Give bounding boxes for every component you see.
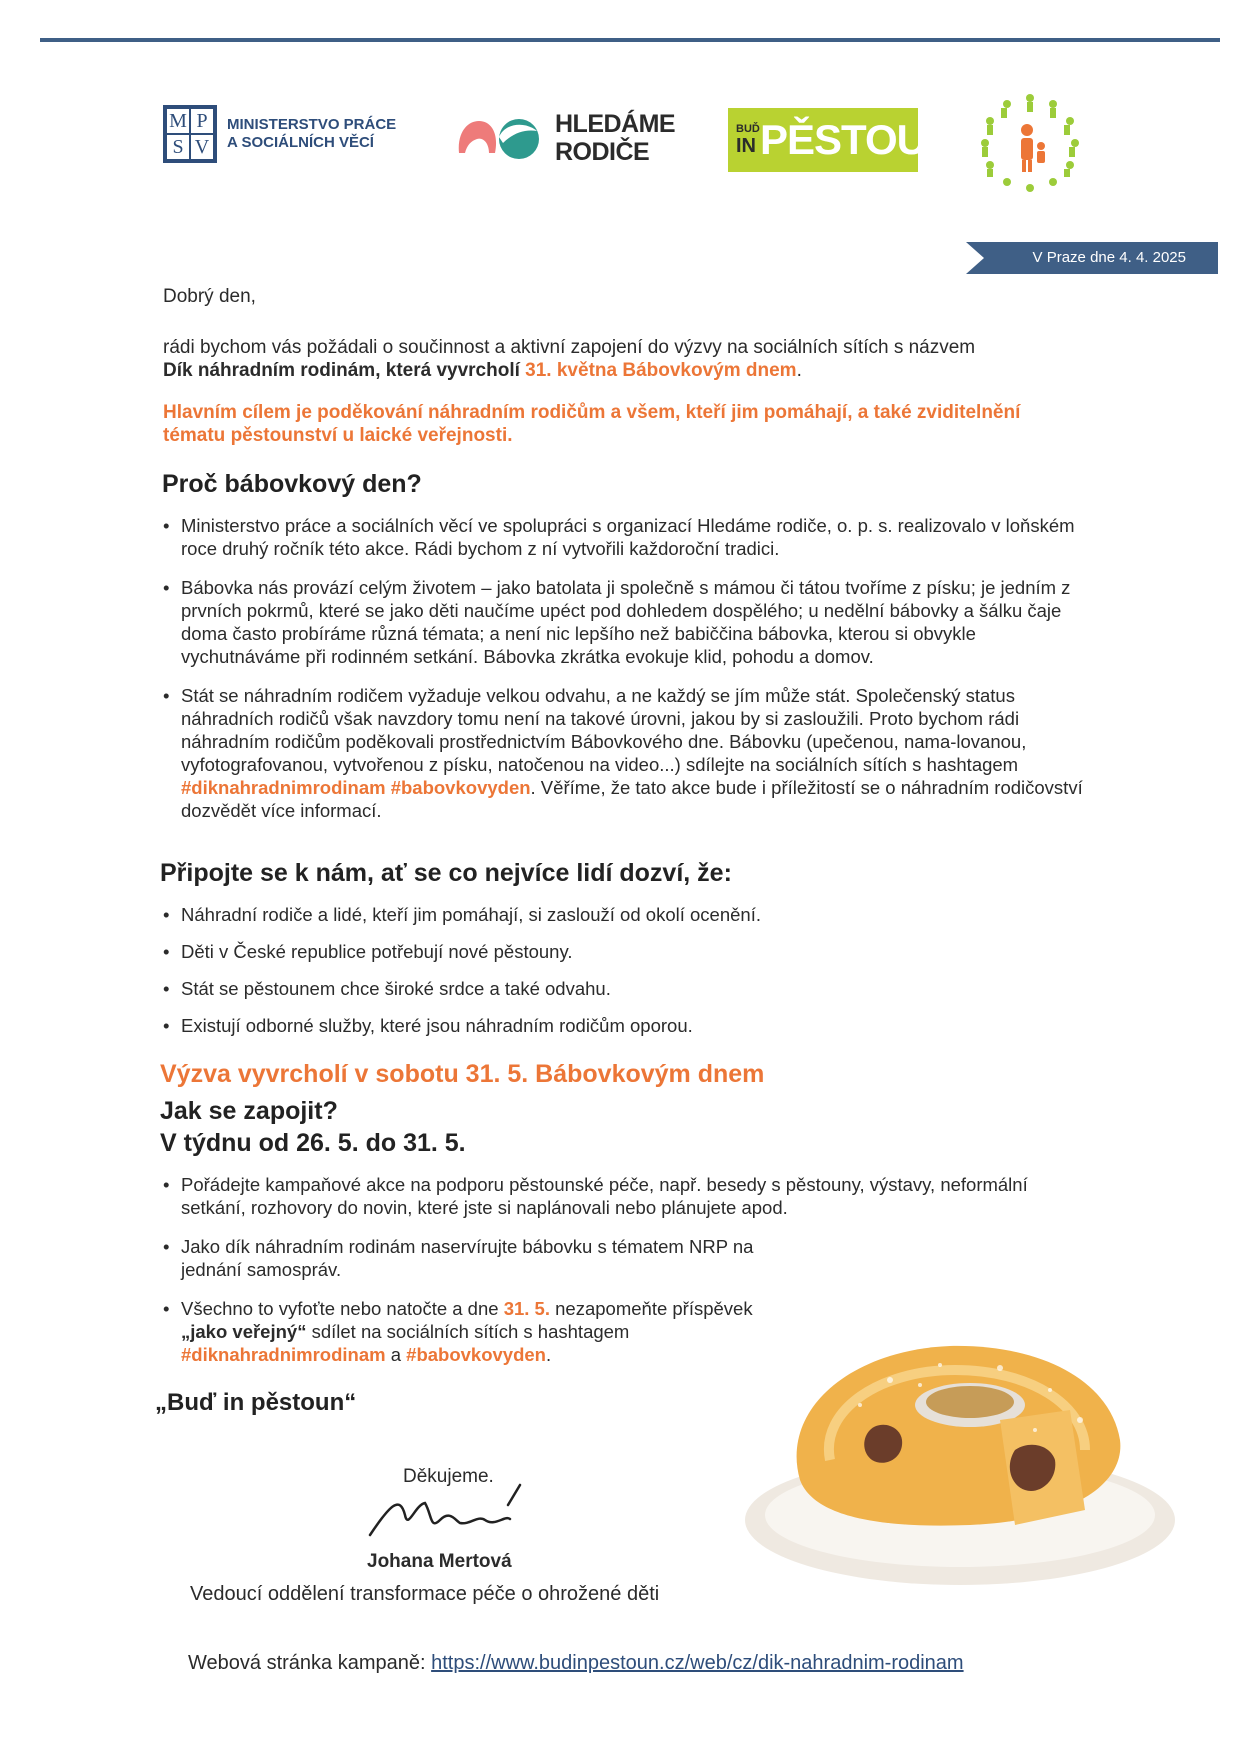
goal-paragraph [163,401,1113,447]
intro-line-1: rádi bychom vás požádali o součinnost a aktivní zapojení do výzvy na sociálních sítích s názvem [163,337,976,358]
how3-text: nezapomeňte příspěvek [550,1298,753,1319]
how-item: • Jako dík náhradním rodinám naservírujte bábovku s tématem NRP na jednání samospráv. [163,1235,761,1281]
top-rule [40,38,1220,42]
intro-period: . [796,360,802,381]
how3-text: a [385,1344,407,1365]
mpsv-letter: S [166,134,190,160]
hashtag-1: #diknahradnimrodinam [181,1344,386,1365]
hashtag-2: #babovkovyden [406,1344,546,1365]
mpsv-line-2: A SOCIÁLNÍCH VĚCÍ [227,134,374,151]
greeting: Dobrý den, [163,286,256,307]
why3-text: Stát se náhradním rodičem vyžaduje velkou odvahu, a ne každý se jím může stát. Společenský status náhradních rodičů však navzdory tomu není na takové úrovni, jakou by si zasloužili. Proto bychom rádi náhradním rodičům poděkovali prostřednictvím Bábovkového dne. Bábovku (upečenou, nama-lovanou, vyfotografovanou, vytvořenou z písku, natočenou na video...) sdílejte na sociálních sítích s hashtagem [181,685,1027,775]
mpsv-line-1: MINISTERSTVO PRÁCE [227,116,397,133]
how3-text: sdílet na sociálních sítích s hashtagem [306,1321,630,1342]
cake-image [740,1310,1180,1590]
goal-line-2: tématu pěstounství u laické veřejnosti. [163,425,513,446]
signature [360,1475,580,1545]
why-item: • Ministerstvo práce a sociálních věcí ve spolupráci s organizací Hledáme rodiče, o. p. s. realizovalo v loňském roce druhý ročník této akce. Rádi bychom z ní vytvořili každoroční tradici. [163,514,1093,560]
heading-join: Připojte se k nám, ať se co nejvíce lidí dozví, že: [160,859,732,887]
how3-text: Všechno to vyfoťte nebo natočte a dne [181,1298,504,1319]
bip-pestoun: PĚSTOUN [760,116,956,163]
mpsv-logo [163,105,396,163]
how-item [163,1297,801,1366]
why3-text-end: . Věříme, že tato akce bude i příležitostí se o náhradním rodičovství dozvědět více informací. [181,777,1083,821]
intro-paragraph [163,336,1093,382]
bip-in: IN [736,134,756,157]
signer-role: Vedoucí oddělení transformace péče o ohrožené děti [190,1583,660,1605]
family-ring-logo [975,88,1085,198]
why-item [163,684,1093,822]
mpsv-letter: M [166,108,190,134]
heading-peak: Výzva vyvrcholí v sobotu 31. 5. Bábovkovým dnem [160,1060,765,1088]
join-list [163,903,1093,1053]
mpsv-name [227,116,396,152]
hr-line-1: HLEDÁME [555,110,676,138]
heading-week: V týdnu od 26. 5. do 31. 5. [160,1129,466,1157]
hledame-rodice-logo [455,110,675,166]
thanks: Děkujeme. [403,1466,494,1487]
hledame-rodice-text [555,110,675,166]
why-list [163,514,1093,838]
date-ribbon: V Praze dne 4. 4. 2025 [966,242,1218,274]
join-item: • Existují odborné služby, které jsou náhradním rodičům oporou. [163,1014,1093,1037]
heads-icon [455,113,545,163]
date-highlight: 31. 5. [503,1298,550,1319]
join-item: • Stát se pěstounem chce široké srdce a také odvahu. [163,977,1093,1000]
heading-why: Proč bábovkový den? [162,470,422,498]
signer-name: Johana Mertová [367,1551,512,1572]
why-item: • Bábovka nás provází celým životem – jako batolata ji společně s mámou či tátou tvoříme z písku; je jedním z prvních pokrmů, které se jako děti naučíme upéct pod dohledem dospělého; u nedělní bábovky a šálku čaje doma často probíráme různá témata; a není nic lepšího než babiččina bábovka, kterou si obvykle vychutnáváme při rodinném setkání. Bábovka zkrátka evokuje klid, pohodu a domov. [163,576,1093,668]
heading-how: Jak se zapojit? [160,1097,338,1125]
mpsv-letter: V [190,134,214,160]
bud-in-pestoun-logo [728,108,956,172]
public-highlight: „jako veřejný“ [181,1321,307,1342]
motto: „Buď in pěstoun“ [155,1389,357,1416]
mpsv-letter: P [190,108,214,134]
how-item: • Pořádejte kampaňové akce na podporu pěstounské péče, např. besedy s pěstouny, výstavy, neformální setkání, rozhovory do novin, které jste si naplánovali nebo plánujete apod. [163,1173,1093,1219]
join-item: • Náhradní rodiče a lidé, kteří jim pomáhají, si zaslouží od okolí ocenění. [163,903,1093,926]
bip-bud: BUĎ [736,122,760,135]
mpsv-emblem [163,105,217,163]
hr-line-2: RODIČE [555,138,650,166]
goal-line-1: Hlavním cílem je poděkování náhradním rodičům a všem, kteří jim pomáhají, a také zviditelnění [163,402,1021,423]
website-label: Webová stránka kampaně: [188,1652,432,1674]
campaign-link[interactable]: https://www.budinpestoun.cz/web/cz/dik-nahradnim-rodinam [431,1652,964,1674]
campaign-name: Dík náhradním rodinám, která vyvrcholí [163,360,526,381]
join-item: • Děti v České republice potřebují nové pěstouny. [163,940,1093,963]
hashtags: #diknahradnimrodinam #babovkovyden [181,777,531,798]
website-line [188,1652,964,1675]
how3-text-end: . [545,1344,552,1365]
peak-date-highlight: 31. května Bábovkovým dnem [525,360,797,381]
intro-line-2 [163,359,1093,382]
bip-small-text [736,122,760,157]
